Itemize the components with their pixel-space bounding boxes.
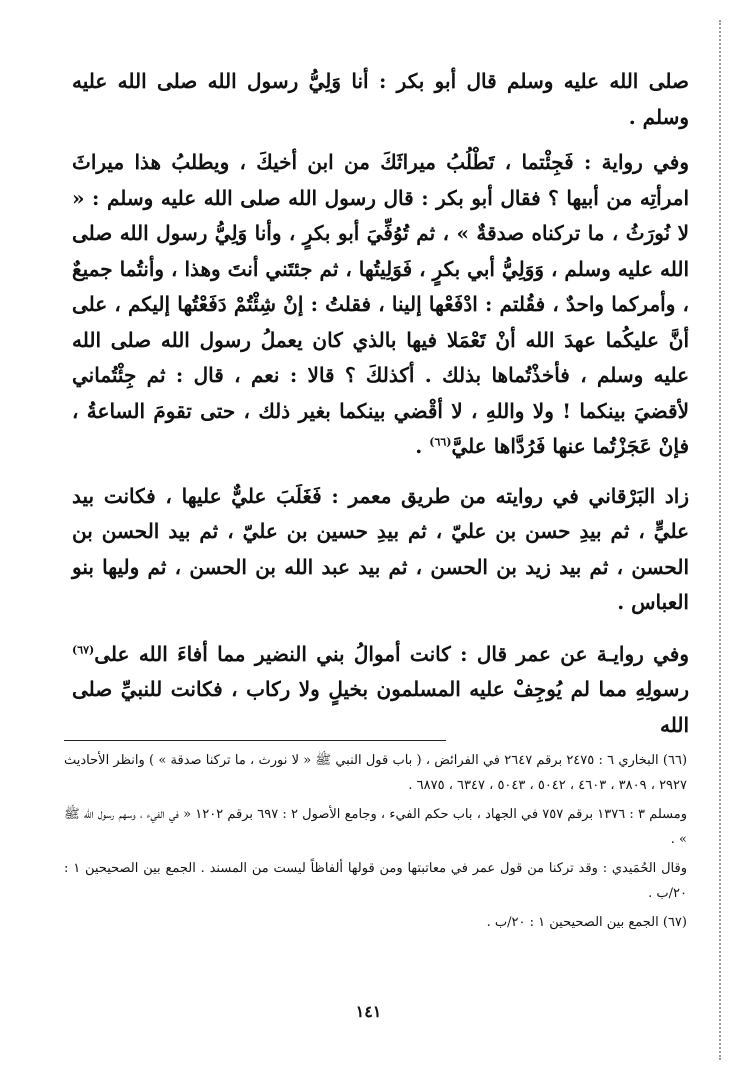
paragraph-4 [72,637,689,744]
main-text [72,64,689,755]
footnote-66-humaydi: وقال الحُمَيدي : وقد تركنا من قول عمر في معاتبتها ومن قولها ألفاظاً ليست من المسند . الجمع بين الصحيحين ١ : ٢٠/ب . [64,861,688,901]
footnotes [64,748,687,939]
footnote-divider [64,740,446,741]
paragraph-2-end: . [415,434,430,458]
paragraph-4-end: رسولِهِ مما لم يُوجِفْ عليه المسلمون بخيلٍ ولا ركاب ، فكانت للنبيِّ صلى الله [72,677,689,737]
paragraph-1 [72,64,689,135]
page-number: ١٤١ [355,1002,382,1021]
footnote-ref-66[interactable]: (٦٦) [429,435,452,449]
footnote-ref-67[interactable]: (٦٧) [72,642,95,656]
footnote-67: (٦٧) الجمع بين الصحيحين ١ : ٢٠/ب . [486,915,687,930]
paragraph-4-text: وفي روايـة عن عمر قال : كانت أموالُ بني النضير مما أفاءَ الله على [94,641,689,666]
paragraph-1-text: صلى الله عليه وسلم قال أبو بكر : أنا وَلِيُّ رسول الله صلى الله عليه وسلم . [72,69,689,129]
paragraph-2 [72,145,689,465]
footnote-66: (٦٦) البخاري ٦ : ٢٤٧٥ برقم ٢٦٤٧ في الفرائض ، ( باب قول النبي ﷺ « لا نورث ، ما تركنا صدقة » ) وانظر الأحاديث ٢٩٢٧ ، ٣٨٠٩ ، ٤٦٠٣ ، ٥٠٤٢ ، ٥٠٤٣ ، ٦٣٤٧ ، ٦٨٧٥ . [64,753,688,793]
page-edge-dots [719,20,721,1060]
paragraph-3 [72,479,689,621]
footnote-66-muslim: ومسلم ٣ : ١٣٧٦ برقم ٧٥٧ في الجهاد ، باب حكم الفيء ، وجامع الأصول ٢ : ٦٩٧ برقم ١٢٠٢ « في الفيء ، وسهم رسول الله ﷺ » . [64,807,687,847]
paragraph-2-text: وفي رواية : فَجِئْتما ، تَطْلُبُ ميراثَكَ من ابن أخيكَ ، ويطلبُ هذا ميراثَ امرأتِه من أبيها ؟ فقال أبو بكر : قال رسول الله صلى الله عليه وسلم : « لا نُورَثُ ، ما تركناه صدقةٌ » ، ثم تُوُفِّيَ أبو بكرٍ ، وأنا وَلِيُّ رسول الله صلى الله عليه وسلم ، وَوَلِيُّ أبي بكرٍ ، فَوَلِيتُها ، ثم جئتَني أنتَ وهذا ، وأنتُما جميعٌ ، وأمركما واحدٌ ، فقُلتم : ادْفَعْها إلينا ، فقلتُ : إنْ شِئْتُمْ دَفَعْتُها إليكم ، على أنَّ عليكُما عهدَ الله أنْ تَعْمَلا فيها بالذي كان يعملُ رسول الله صلى الله عليه وسلم ، فأخذْتُماها بذلك . أكذلكَ ؟ قالا : نعم ، قال : ثم جِئْتُماني لأقضيَ بينكما ! ولا واللهِ ، لا أقْضي بينكما بغير ذلك ، حتى تقومَ الساعةُ ، فإنْ عَجَزْتُما عنها فَرُدَّاها عليَّ [72,150,689,458]
paragraph-3-text: زاد البَرْقاني في روايته من طريق معمر : فَغَلَبَ عليٌّ عليها ، فكانت بيد عليٍّ ، ثم بيدِ حسن بن عليّ ، ثم بيدِ حسين بن عليّ ، ثم بيد الحسن بن الحسن ، ثم بيد زيد بن الحسن ، ثم بيد عبد الله بن الحسن ، ثم وليها بنو العباس . [72,483,689,614]
